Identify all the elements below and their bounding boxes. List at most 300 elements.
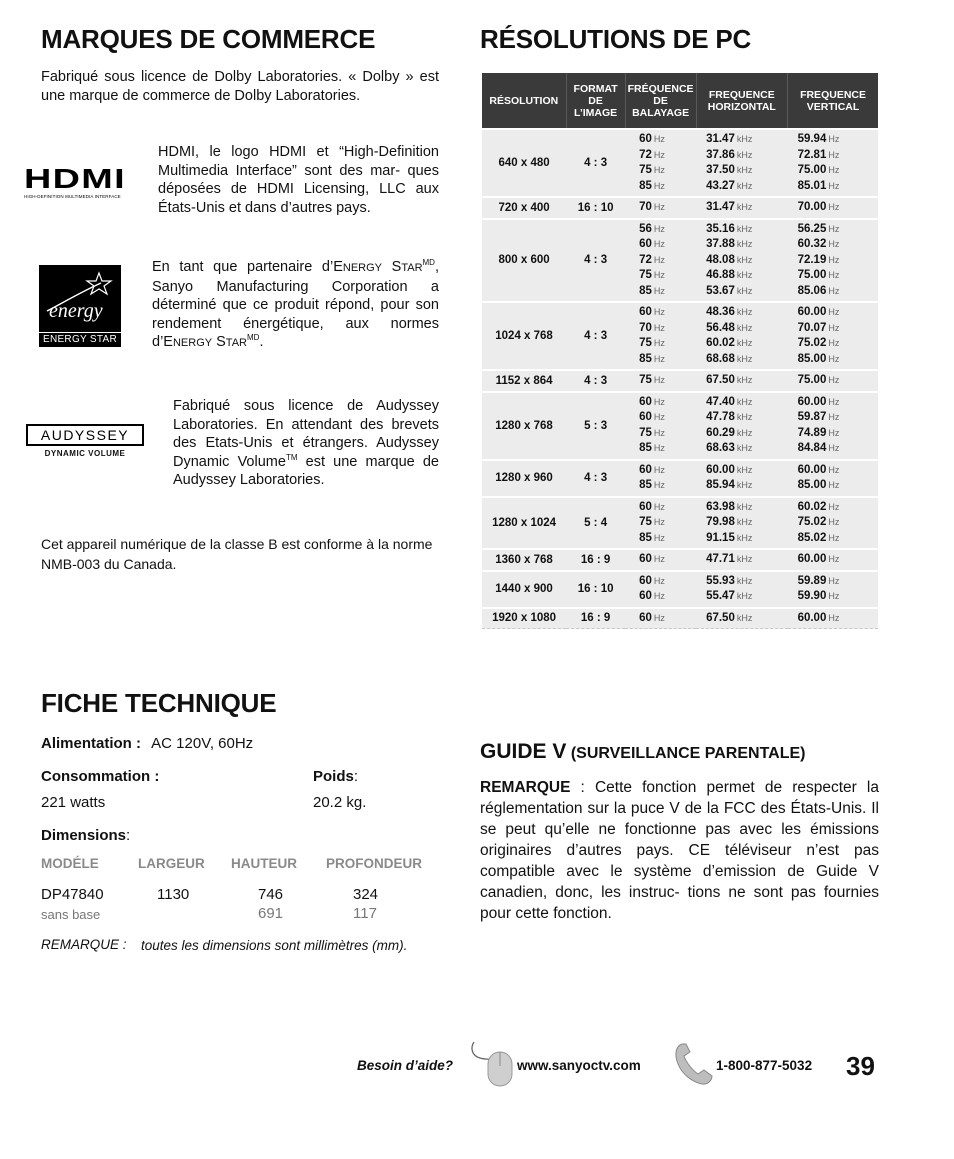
resolutions-heading: RÉSOLUTIONS DE PC — [480, 24, 752, 54]
hdmi-logo-tagline: HIGH-DEFINITION MULTIMEDIA INTERFACE — [24, 194, 121, 199]
unit-label: Hz — [828, 285, 840, 296]
vertical-value: 74.89 — [797, 426, 827, 439]
vertical-value: 85.02 — [797, 531, 827, 544]
horizontal-value: 63.98 — [706, 500, 735, 513]
footer-phone: 1-800-877-5032 — [716, 1058, 813, 1073]
scan-value: 75 — [639, 516, 652, 528]
vertical-value: 72.81 — [797, 148, 827, 161]
unit-label: Hz — [828, 412, 840, 422]
scan-value: 60 — [639, 463, 652, 476]
format-value: 4 : 3 — [584, 254, 608, 267]
unit-label: Hz — [653, 464, 665, 475]
scan-cell — [625, 370, 696, 392]
unit-label: Hz — [653, 270, 665, 280]
scan-value: 60 — [639, 611, 652, 624]
horizontal-value: 56.48 — [706, 321, 735, 334]
format-cell — [566, 129, 625, 197]
scan-value: 60 — [639, 500, 652, 513]
scan-value: 75 — [639, 337, 652, 349]
format-value: 5 : 3 — [584, 419, 608, 432]
scan-value: 75 — [639, 269, 652, 281]
unit-label: Hz — [653, 532, 665, 543]
horizontal-cell — [696, 460, 788, 497]
format-cell — [566, 608, 625, 629]
horizontal-value: 46.88 — [706, 269, 735, 281]
horizontal-value: 60.02 — [706, 337, 735, 349]
scan-cell — [625, 302, 696, 370]
format-cell — [566, 219, 625, 303]
scan-value: 85 — [639, 284, 652, 297]
scan-value: 75 — [639, 374, 652, 386]
vertical-value: 59.90 — [797, 590, 827, 602]
consumption-value: 221 watts — [41, 794, 106, 811]
resolution-row — [482, 392, 878, 460]
resolution-row — [482, 302, 878, 370]
unit-label: Hz — [828, 480, 840, 490]
no-base-height: 691 — [258, 905, 284, 922]
resolution-row — [482, 129, 878, 197]
unit-label: Hz — [653, 180, 665, 191]
unit-label: kHz — [736, 464, 753, 475]
horizontal-cell — [696, 497, 788, 550]
unit-label: Hz — [653, 239, 665, 249]
horizontal-value: 55.47 — [706, 590, 735, 602]
unit-label: Hz — [828, 239, 840, 249]
scan-value: 60 — [639, 306, 652, 318]
unit-label: Hz — [653, 612, 665, 623]
header-vertical: FREQUENCE VERTICAL — [788, 73, 878, 129]
unit-label: kHz — [736, 254, 753, 265]
resolution-cell — [482, 219, 566, 303]
footer-help: Besoin d’aide? — [357, 1058, 454, 1073]
resolution-value: 1360 x 768 — [495, 553, 553, 566]
horizontal-value: 37.50 — [706, 164, 735, 176]
dimensions-header-width: LARGEUR — [138, 856, 205, 871]
hdmi-logo — [24, 165, 138, 201]
resolution-cell — [482, 370, 566, 392]
vertical-cell — [788, 497, 878, 550]
unit-label: kHz — [736, 285, 753, 296]
power-label: Alimentation : — [41, 735, 141, 752]
vertical-value: 84.84 — [797, 442, 827, 454]
vertical-cell — [788, 129, 878, 197]
resolution-value: 1280 x 960 — [495, 472, 553, 484]
dimensions-header-model: MODÉLE — [41, 856, 99, 871]
format-cell — [566, 571, 625, 608]
unit-label: Hz — [828, 612, 840, 623]
page-number: 39 — [846, 1051, 875, 1081]
vertical-value: 85.00 — [797, 479, 827, 491]
dimensions-note-text: toutes les dimensions sont millimètres (mm). — [141, 938, 408, 953]
vertical-value: 60.00 — [797, 395, 827, 408]
resolution-cell — [482, 197, 566, 219]
horizontal-cell — [696, 197, 788, 219]
scan-value: 70 — [639, 321, 652, 334]
resolution-cell — [482, 129, 566, 197]
scan-value: 60 — [639, 411, 652, 423]
scan-value: 60 — [639, 238, 652, 250]
unit-label: Hz — [653, 338, 665, 348]
resolution-table-header — [482, 73, 878, 129]
resolution-table — [482, 73, 878, 629]
unit-label: Hz — [828, 575, 840, 586]
scan-value: 85 — [639, 352, 652, 365]
horizontal-cell — [696, 392, 788, 460]
scan-value: 75 — [639, 164, 652, 176]
unit-label: Hz — [828, 322, 840, 333]
unit-label: kHz — [736, 375, 753, 385]
format-cell — [566, 370, 625, 392]
unit-label: Hz — [828, 427, 840, 438]
resolution-cell — [482, 460, 566, 497]
unit-label: Hz — [653, 480, 665, 490]
unit-label: kHz — [736, 307, 753, 317]
unit-label: Hz — [828, 443, 840, 453]
unit-label: kHz — [736, 575, 753, 586]
unit-label: Hz — [653, 322, 665, 333]
vertical-value: 60.00 — [797, 611, 827, 624]
scan-value: 85 — [639, 442, 652, 454]
horizontal-cell — [696, 549, 788, 571]
unit-label: kHz — [736, 443, 753, 453]
vertical-value: 60.00 — [797, 463, 827, 476]
unit-label: kHz — [736, 270, 753, 280]
scan-value: 85 — [639, 179, 652, 192]
unit-label: kHz — [736, 396, 753, 407]
audyssey-logo-sub: DYNAMIC VOLUME — [44, 449, 126, 458]
resolution-value: 1920 x 1080 — [492, 612, 557, 625]
scan-value: 72 — [639, 148, 652, 161]
resolution-row — [482, 197, 878, 219]
horizontal-value: 53.67 — [706, 284, 735, 297]
audyssey-logo — [26, 424, 146, 460]
unit-label: Hz — [828, 353, 840, 364]
no-base-depth: 117 — [353, 905, 377, 922]
format-cell — [566, 497, 625, 550]
guide-heading-main: GUIDE V — [480, 740, 567, 763]
unit-label: kHz — [736, 501, 753, 512]
resolution-cell — [482, 497, 566, 550]
unit-label: kHz — [736, 149, 753, 160]
energy-star-logo — [39, 265, 121, 347]
horizontal-value: 48.08 — [706, 253, 735, 266]
horizontal-value: 85.94 — [706, 479, 735, 491]
scan-cell — [625, 219, 696, 303]
format-value: 4 : 3 — [584, 374, 608, 387]
energy-star-icon — [39, 265, 121, 331]
scan-cell — [625, 197, 696, 219]
resolution-row — [482, 460, 878, 497]
vertical-value: 56.25 — [797, 222, 827, 235]
unit-label: Hz — [653, 591, 665, 601]
unit-label: Hz — [653, 427, 665, 438]
scan-value: 60 — [639, 553, 652, 565]
horizontal-value: 35.16 — [706, 222, 735, 235]
guide-note: REMARQUE : Cette fonction permet de respecter la réglementation sur la puce V de la FCC des États-Unis. Il se peut qu’elle ne fonctionne pas avec les émissions originaires d’autres pays. CE téléviseur n’est pas compatible avec le système d’emission de Guide V canadien, donc, les instruc- tions ne sont pas fournies pour cette fonction. — [480, 779, 879, 922]
unit-label: kHz — [736, 223, 753, 234]
width-value: 1130 — [157, 886, 190, 903]
unit-label: Hz — [653, 375, 665, 385]
unit-label: Hz — [653, 396, 665, 407]
energy-star-text: En tant que partenaire d’ENERGY $STAR^{MD}$, Sanyo Manufacturing Corporation a déterminé que ce produit répond, pour son rendement énergétique, aux normes d’ENERGY $STAR^{MD}$. — [152, 258, 439, 350]
unit-label: kHz — [736, 202, 753, 212]
vertical-cell — [788, 370, 878, 392]
horizontal-cell — [696, 302, 788, 370]
unit-label: kHz — [736, 480, 753, 490]
unit-label: Hz — [828, 202, 840, 212]
vertical-cell — [788, 571, 878, 608]
unit-label: kHz — [736, 517, 753, 527]
resolution-value: 1024 x 768 — [495, 330, 553, 342]
scan-cell — [625, 460, 696, 497]
unit-label: Hz — [653, 307, 665, 317]
vertical-value: 72.19 — [797, 253, 827, 266]
resolution-cell — [482, 392, 566, 460]
horizontal-value: 47.78 — [706, 411, 735, 423]
vertical-value: 59.94 — [797, 133, 827, 145]
height-value: 746 — [258, 886, 284, 903]
scan-value: 60 — [639, 590, 652, 602]
unit-label: Hz — [653, 202, 665, 212]
resolution-table-body — [482, 129, 878, 629]
scan-cell — [625, 497, 696, 550]
scan-cell — [625, 571, 696, 608]
format-cell — [566, 197, 625, 219]
horizontal-cell — [696, 129, 788, 197]
horizontal-value: 67.50 — [706, 374, 735, 386]
audyssey-text: Fabriqué sous licence de Audyssey Laboratories. En attendant des brevets des Etats-Unis et étrangers. Audyssey Dynamic Volume™ est une marque de Audyssey Laboratories. — [173, 398, 439, 488]
horizontal-value: 91.15 — [706, 531, 735, 544]
unit-label: kHz — [736, 180, 753, 191]
horizontal-value: 47.40 — [706, 395, 735, 408]
unit-label: Hz — [653, 254, 665, 265]
unit-label: kHz — [736, 532, 753, 543]
resolution-value: 1152 x 864 — [495, 374, 553, 387]
unit-label: Hz — [653, 223, 665, 234]
scan-cell — [625, 608, 696, 629]
horizontal-value: 60.00 — [706, 463, 735, 476]
dimensions-label: Dimensions: — [41, 827, 131, 844]
depth-value: 324 — [353, 886, 379, 903]
horizontal-value: 79.98 — [706, 516, 735, 528]
unit-label: Hz — [828, 464, 840, 475]
horizontal-value: 68.68 — [706, 352, 735, 365]
scan-cell — [625, 129, 696, 197]
format-cell — [566, 549, 625, 571]
power-value: AC 120V, 60Hz — [151, 735, 254, 752]
header-format: FORMAT DE L’IMAGE — [566, 73, 625, 129]
scan-value: 60 — [639, 395, 652, 408]
unit-label: kHz — [736, 322, 753, 333]
unit-label: Hz — [828, 375, 840, 385]
unit-label: Hz — [828, 180, 840, 191]
unit-label: Hz — [653, 412, 665, 422]
unit-label: Hz — [653, 165, 665, 175]
resolution-row — [482, 219, 878, 303]
unit-label: Hz — [653, 575, 665, 586]
vertical-value: 75.00 — [797, 374, 827, 386]
vertical-cell — [788, 392, 878, 460]
vertical-value: 70.07 — [797, 321, 827, 334]
scan-value: 60 — [639, 574, 652, 587]
vertical-value: 85.01 — [797, 179, 827, 192]
horizontal-value: 43.27 — [706, 179, 735, 192]
unit-label: kHz — [736, 353, 753, 364]
vertical-cell — [788, 549, 878, 571]
resolution-row — [482, 608, 878, 629]
resolution-cell — [482, 549, 566, 571]
energy-star-label: ENERGY STAR — [39, 332, 121, 345]
scan-cell — [625, 392, 696, 460]
unit-label: Hz — [828, 554, 840, 564]
unit-label: Hz — [828, 517, 840, 527]
resolution-cell — [482, 608, 566, 629]
unit-label: Hz — [828, 254, 840, 265]
vertical-value: 75.02 — [797, 516, 827, 528]
weight-value: 20.2 kg. — [313, 794, 367, 811]
unit-label: kHz — [736, 412, 753, 422]
unit-label: Hz — [653, 149, 665, 160]
unit-label: Hz — [653, 517, 665, 527]
dolby-text: Fabriqué sous licence de Dolby Laboratories. « Dolby » est une marque de commerce de Dolby Laboratories. — [41, 69, 439, 104]
resolution-row — [482, 497, 878, 550]
horizontal-value: 37.88 — [706, 238, 735, 250]
vertical-value: 75.00 — [797, 164, 827, 176]
vertical-value: 70.00 — [797, 201, 827, 213]
vertical-cell — [788, 219, 878, 303]
format-value: 16 : 9 — [580, 553, 611, 566]
vertical-cell — [788, 460, 878, 497]
unit-label: kHz — [736, 134, 753, 144]
horizontal-value: 31.47 — [706, 133, 735, 145]
weight-label-row: Poids: — [313, 768, 359, 785]
scan-value: 70 — [639, 201, 652, 213]
scan-value: 85 — [639, 479, 652, 491]
horizontal-value: 48.36 — [706, 306, 735, 318]
vertical-value: 85.00 — [797, 352, 827, 365]
dimensions-header-depth: PROFONDEUR — [326, 856, 423, 871]
unit-label: Hz — [828, 223, 840, 234]
trademarks-heading: MARQUES DE COMMERCE — [41, 24, 376, 54]
unit-label: Hz — [653, 134, 665, 144]
unit-label: kHz — [736, 612, 753, 623]
format-value: 16 : 10 — [577, 583, 614, 595]
unit-label: Hz — [653, 443, 665, 453]
scan-cell — [625, 549, 696, 571]
format-value: 5 : 4 — [584, 516, 608, 529]
scan-value: 60 — [639, 133, 652, 145]
unit-label: kHz — [736, 554, 753, 564]
canada-text: Cet appareil numérique de la classe B est conforme à la norme NMB-003 du Canada. — [41, 536, 433, 572]
unit-label: Hz — [828, 396, 840, 407]
format-value: 16 : 9 — [580, 612, 611, 625]
resolution-value: 1280 x 1024 — [492, 516, 557, 529]
resolution-cell — [482, 571, 566, 608]
format-value: 4 : 3 — [584, 330, 608, 342]
resolution-value: 720 x 400 — [498, 201, 550, 214]
vertical-value: 60.00 — [797, 553, 827, 565]
vertical-value: 75.00 — [797, 269, 827, 281]
unit-label: Hz — [828, 532, 840, 543]
vertical-value: 85.06 — [797, 284, 827, 297]
resolution-value: 1440 x 900 — [495, 583, 553, 595]
horizontal-cell — [696, 370, 788, 392]
header-horizontal: FREQUENCE HORIZONTAL — [696, 73, 788, 129]
horizontal-value: 37.86 — [706, 148, 735, 161]
scan-value: 56 — [639, 222, 652, 235]
unit-label: Hz — [828, 149, 840, 160]
header-resolution: RÉSOLUTION — [482, 73, 566, 129]
vertical-value: 60.02 — [797, 500, 827, 513]
guide-heading-sub: (SURVEILLANCE PARENTALE) — [570, 745, 806, 762]
unit-label: kHz — [736, 165, 753, 175]
footer-website-link[interactable]: www.sanyoctv.com — [517, 1058, 641, 1073]
mouse-icon — [466, 1036, 516, 1088]
svg-text:energy: energy — [49, 300, 103, 322]
unit-label: Hz — [828, 165, 840, 175]
vertical-cell — [788, 608, 878, 629]
horizontal-cell — [696, 608, 788, 629]
resolution-value: 1280 x 768 — [495, 419, 553, 432]
vertical-value: 59.87 — [797, 411, 827, 423]
vertical-value: 75.02 — [797, 337, 827, 349]
phone-icon — [672, 1040, 716, 1086]
hdmi-logo-text: HDMI — [24, 163, 126, 194]
resolution-row — [482, 370, 878, 392]
format-cell — [566, 392, 625, 460]
format-value: 4 : 3 — [584, 157, 608, 169]
unit-label: Hz — [828, 501, 840, 512]
scan-value: 85 — [639, 531, 652, 544]
horizontal-cell — [696, 219, 788, 303]
scan-value: 72 — [639, 253, 652, 266]
scan-value: 75 — [639, 426, 652, 439]
horizontal-cell — [696, 571, 788, 608]
unit-label: Hz — [653, 501, 665, 512]
resolution-value: 800 x 600 — [498, 254, 550, 267]
resolution-row — [482, 571, 878, 608]
unit-label: kHz — [736, 338, 753, 348]
unit-label: Hz — [653, 353, 665, 364]
resolution-cell — [482, 302, 566, 370]
guide-heading — [480, 740, 805, 764]
unit-label: Hz — [828, 307, 840, 317]
horizontal-value: 31.47 — [706, 201, 735, 213]
format-value: 4 : 3 — [584, 472, 608, 484]
format-cell — [566, 460, 625, 497]
unit-label: Hz — [828, 134, 840, 144]
vertical-cell — [788, 302, 878, 370]
model-value: DP47840 — [41, 886, 104, 903]
hdmi-text: HDMI, le logo HDMI et “High-Definition Multimedia Interface” sont des mar- ques déposées de HDMI Licensing, LLC aux États-Unis et dans d’autres pays. — [158, 144, 439, 216]
horizontal-value: 47.71 — [706, 553, 735, 565]
vertical-value: 59.89 — [797, 574, 827, 587]
unit-label: kHz — [736, 427, 753, 438]
unit-label: Hz — [653, 285, 665, 296]
vertical-value: 60.00 — [797, 306, 827, 318]
format-cell — [566, 302, 625, 370]
specs-heading: FICHE TECHNIQUE — [41, 688, 277, 718]
unit-label: kHz — [736, 591, 753, 601]
dimensions-note-label: REMARQUE : — [41, 937, 127, 952]
horizontal-value: 55.93 — [706, 574, 735, 587]
consumption-label: Consommation : — [41, 768, 160, 785]
horizontal-value: 60.29 — [706, 426, 735, 439]
vertical-value: 60.32 — [797, 238, 827, 250]
unit-label: Hz — [653, 554, 665, 564]
unit-label: kHz — [736, 239, 753, 249]
header-scan: FRÉQUENCE DE BALAYAGE — [625, 73, 696, 129]
